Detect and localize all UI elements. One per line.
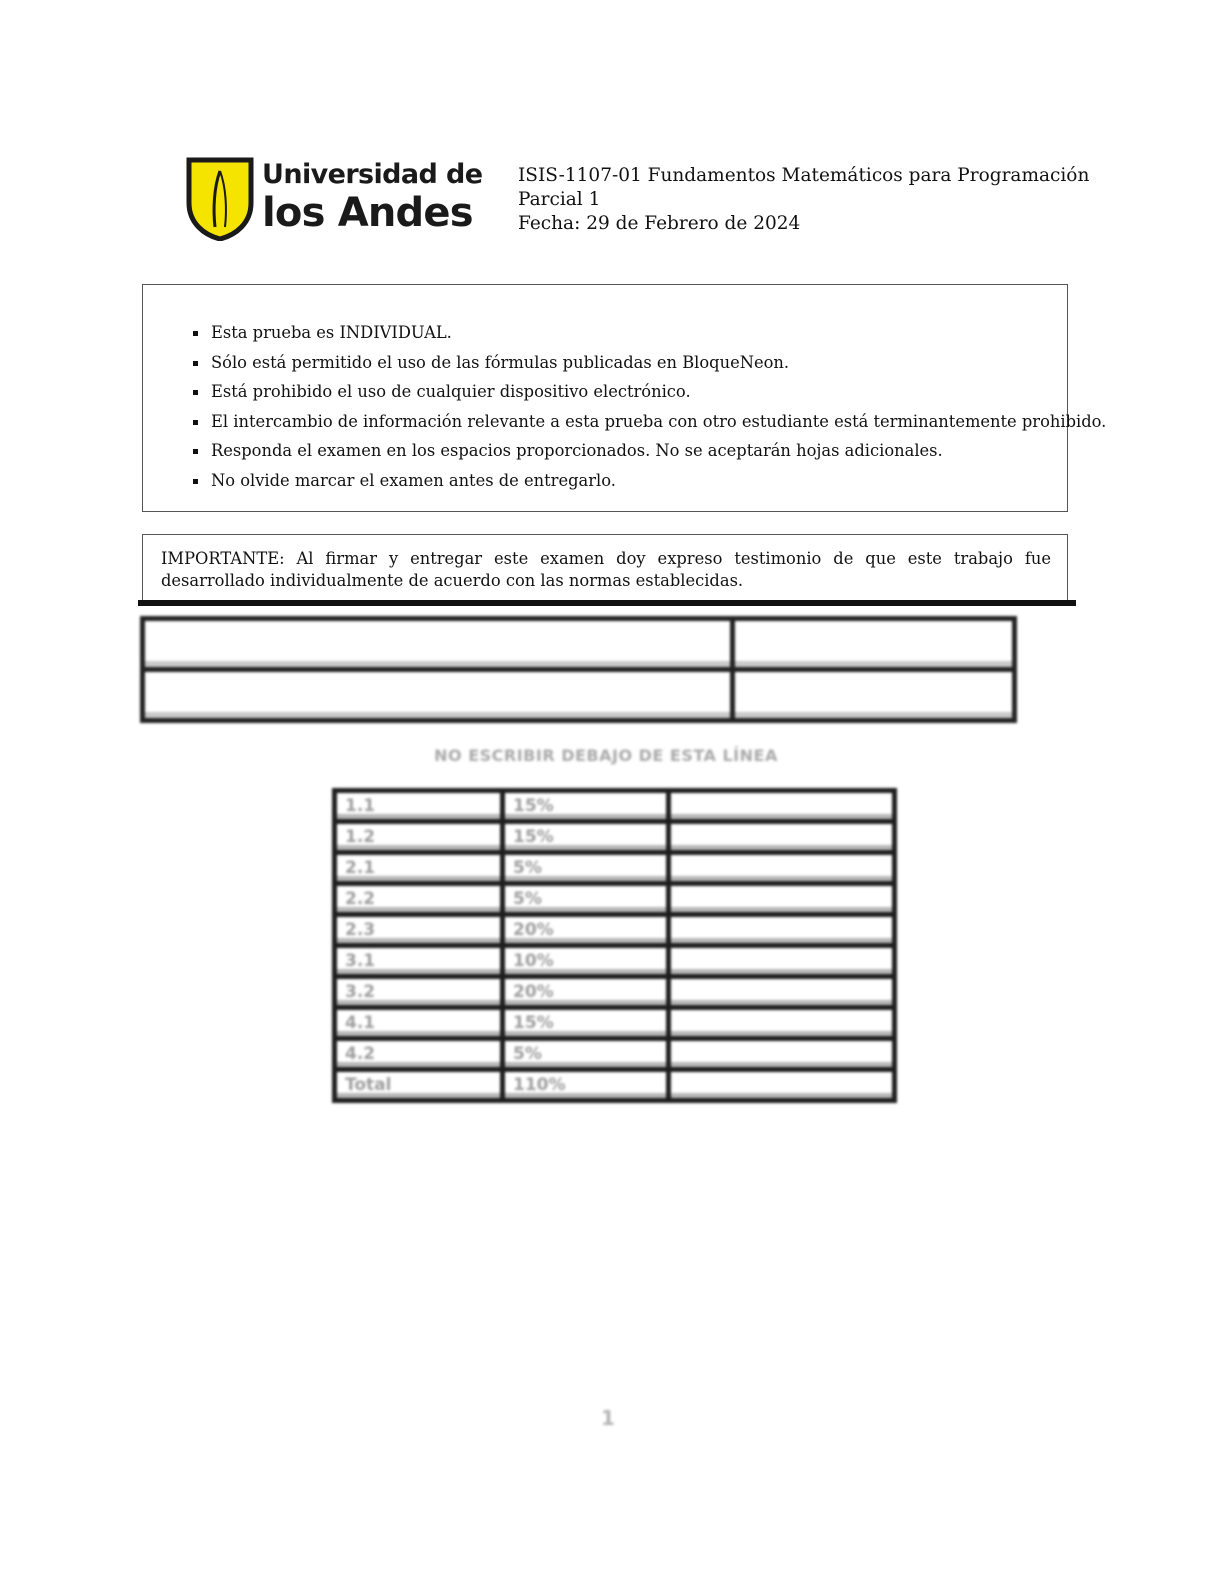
- question-weight: 5%: [503, 884, 669, 915]
- question-weight: 20%: [503, 977, 669, 1008]
- question-score[interactable]: [669, 853, 895, 884]
- bullet-icon: [193, 420, 198, 425]
- rule-item: [193, 436, 1106, 466]
- question-score[interactable]: [669, 791, 895, 822]
- bullet-icon: [193, 361, 198, 366]
- question-label: 4.1: [335, 1008, 503, 1039]
- total-weight: 110%: [503, 1070, 669, 1101]
- question-score[interactable]: [669, 977, 895, 1008]
- table-row: [143, 670, 1015, 721]
- rules-list: [193, 318, 1106, 496]
- logo-line2: los Andes: [262, 190, 473, 236]
- table-row: [335, 1008, 895, 1039]
- question-label: 2.3: [335, 915, 503, 946]
- question-score[interactable]: [669, 1008, 895, 1039]
- question-score[interactable]: [669, 884, 895, 915]
- question-label: 1.1: [335, 791, 503, 822]
- rule-text: Sólo está permitido el uso de las fórmulas publicadas en BloqueNeon.: [211, 352, 790, 372]
- question-weight: 5%: [503, 853, 669, 884]
- bullet-icon: [193, 479, 198, 484]
- rule-text: Está prohibido el uso de cualquier dispositivo electrónico.: [211, 382, 691, 402]
- table-row: [335, 853, 895, 884]
- question-score[interactable]: [669, 822, 895, 853]
- question-label: 2.2: [335, 884, 503, 915]
- table-row: [335, 1070, 895, 1101]
- question-label: 3.1: [335, 946, 503, 977]
- rules-box: [142, 284, 1107, 512]
- table-row: [335, 946, 895, 977]
- course-title: ISIS-1107-01 Fundamentos Matemáticos para Programación: [518, 165, 1090, 186]
- question-label: 1.2: [335, 822, 503, 853]
- shield-logo-icon: [186, 157, 254, 241]
- total-label: Total: [335, 1070, 503, 1101]
- rule-text: No olvide marcar el examen antes de entregarlo.: [211, 470, 616, 490]
- name-field[interactable]: [143, 619, 733, 670]
- table-row: [335, 884, 895, 915]
- signature-field[interactable]: [143, 670, 733, 721]
- question-weight: 15%: [503, 1008, 669, 1039]
- table-row: [335, 822, 895, 853]
- exam-name: Parcial 1: [518, 189, 601, 210]
- university-logo: [186, 157, 483, 243]
- question-label: 4.2: [335, 1039, 503, 1070]
- section-field[interactable]: [733, 670, 1015, 721]
- no-write-notice: NO ESCRIBIR DEBAJO DE ESTA LÍNEA: [434, 746, 778, 765]
- bullet-icon: [193, 449, 198, 454]
- total-score[interactable]: [669, 1070, 895, 1101]
- rule-item: [193, 348, 1106, 378]
- rule-text: Responda el examen en los espacios proporcionados. No se aceptarán hojas adicionales.: [211, 441, 943, 461]
- question-weight: 15%: [503, 791, 669, 822]
- table-row: [335, 1039, 895, 1070]
- question-weight: 5%: [503, 1039, 669, 1070]
- rule-text: El intercambio de información relevante a esta prueba con otro estudiante está terminantemente prohibido.: [211, 411, 1107, 431]
- question-label: 3.2: [335, 977, 503, 1008]
- rule-item: [193, 377, 1106, 407]
- important-notice: IMPORTANTE: Al firmar y entregar este examen doy expreso testimonio de que este trabajo fue desarrollado individualmente de acuerdo con las normas establecidas.: [142, 534, 1068, 602]
- rule-item: [193, 407, 1106, 437]
- question-weight: 10%: [503, 946, 669, 977]
- logo-wordmark: [262, 159, 482, 235]
- page-number: 1: [601, 1406, 615, 1430]
- code-field[interactable]: [733, 619, 1015, 670]
- logo-line1: Universidad de: [262, 159, 483, 190]
- rule-item: [193, 466, 1106, 496]
- question-weight: 15%: [503, 822, 669, 853]
- exam-date: Fecha: 29 de Febrero de 2024: [518, 213, 801, 234]
- question-label: 2.1: [335, 853, 503, 884]
- question-weight: 20%: [503, 915, 669, 946]
- rule-text: Esta prueba es INDIVIDUAL.: [211, 323, 452, 342]
- student-info-table: [140, 616, 1017, 723]
- question-score[interactable]: [669, 915, 895, 946]
- question-score[interactable]: [669, 946, 895, 977]
- divider-line: [138, 600, 1076, 606]
- rule-item: [193, 318, 1106, 348]
- table-row: [143, 619, 1015, 670]
- table-row: [335, 791, 895, 822]
- bullet-icon: [193, 331, 198, 336]
- course-info: [518, 164, 1089, 236]
- bullet-icon: [193, 390, 198, 395]
- score-table: [332, 788, 897, 1103]
- question-score[interactable]: [669, 1039, 895, 1070]
- table-row: [335, 977, 895, 1008]
- table-row: [335, 915, 895, 946]
